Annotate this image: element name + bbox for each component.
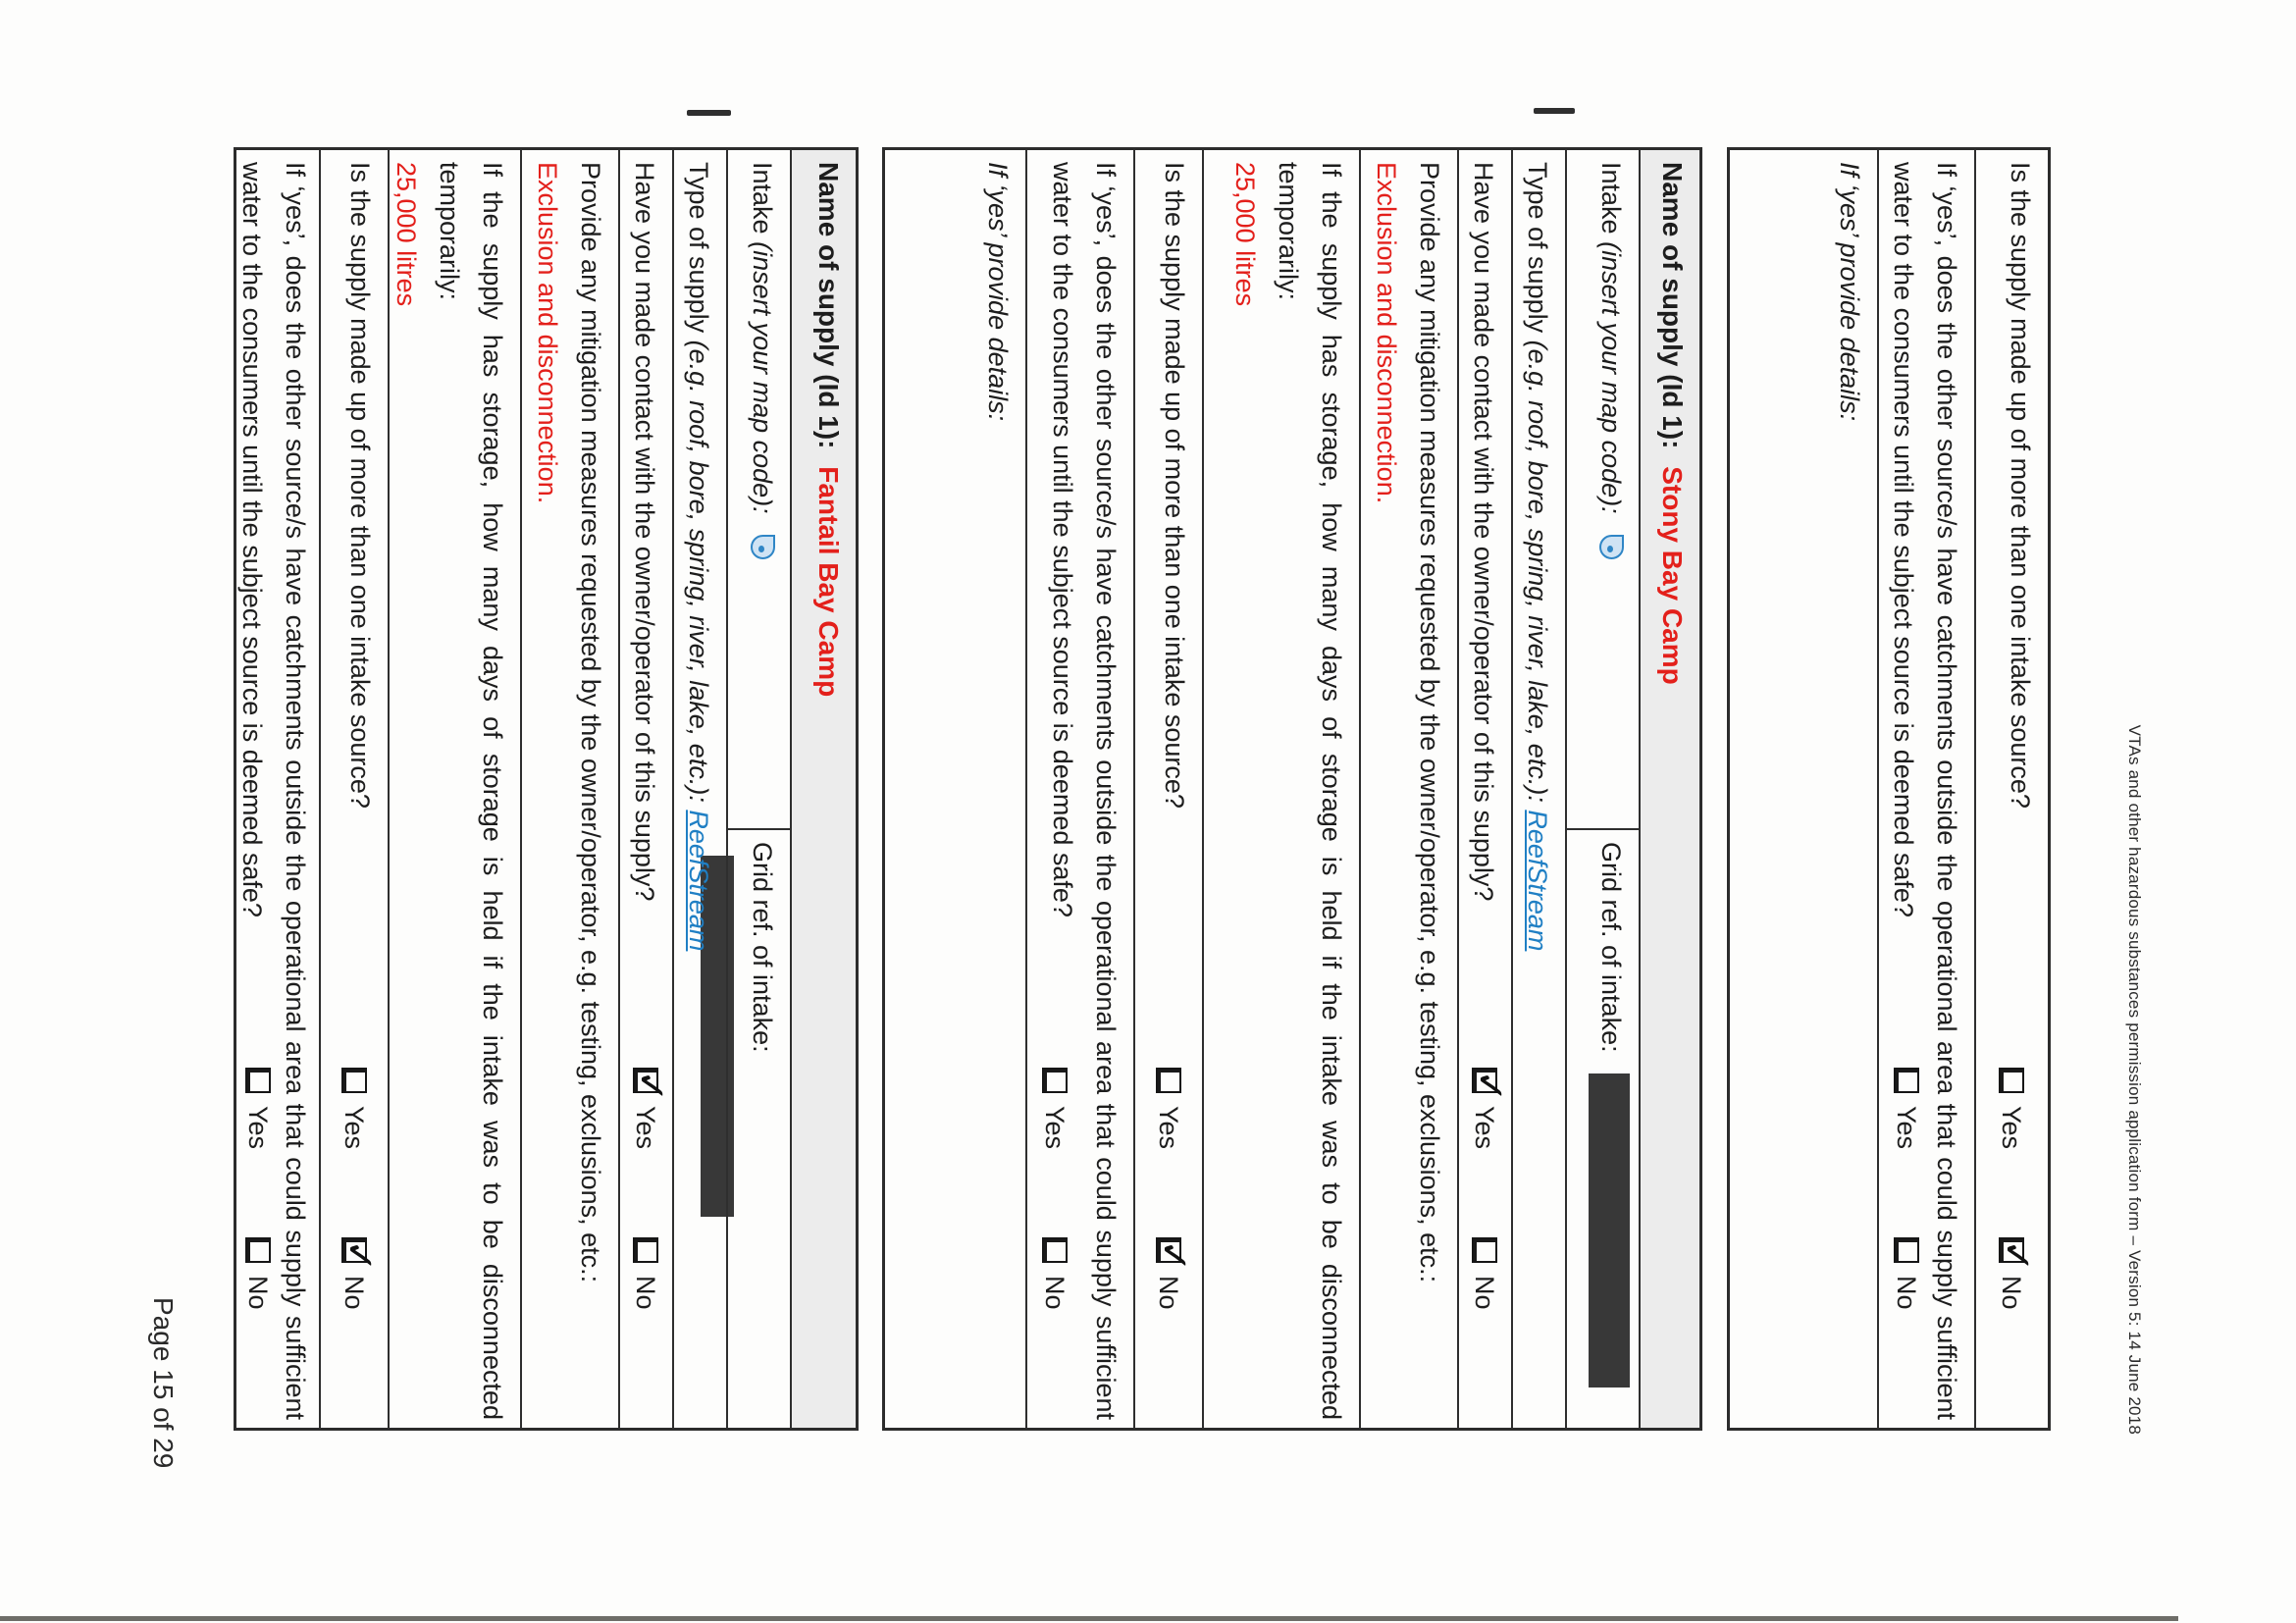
checkbox-no[interactable] <box>1473 1237 1498 1263</box>
checkbox-label: Yes <box>339 1106 369 1150</box>
checkbox-label: Yes <box>631 1106 661 1150</box>
checkbox-no[interactable] <box>1894 1237 1919 1263</box>
margin-tick-mark <box>687 110 731 116</box>
question-text: Provide any mitigation measures requested by the owner/operator, e.g. testing, exclusions, etc.: <box>576 162 605 1283</box>
type-of-supply-link[interactable]: ReefStream <box>1523 810 1552 952</box>
details-row <box>1730 150 1879 1428</box>
no-option <box>1889 1237 1924 1310</box>
checkbox-no[interactable] <box>1156 1237 1181 1263</box>
mitigation-answer: Exclusion and disconnection. <box>1372 162 1401 504</box>
type-of-supply-link[interactable]: ReefStream <box>684 810 713 952</box>
water-drop-dot <box>758 546 764 552</box>
storage-answer: 25,000 litres <box>391 162 421 307</box>
intake-cell <box>728 150 790 830</box>
intake-hint: (insert your map code): <box>748 241 777 514</box>
type-of-supply-row <box>674 150 728 1428</box>
yes-option <box>240 1068 276 1149</box>
yes-option <box>337 1068 372 1149</box>
checkbox-label: No <box>1470 1276 1500 1310</box>
checkbox-label: Yes <box>1040 1106 1070 1150</box>
checkbox-label: Yes <box>1470 1106 1500 1150</box>
no-option <box>1995 1237 2030 1310</box>
checkbox-no[interactable] <box>634 1237 659 1263</box>
storage-row <box>390 150 522 1428</box>
no-option <box>1151 1237 1186 1310</box>
question-text: Have you made contact with the owner/operator of this supply? <box>1469 162 1498 902</box>
grid-ref-label: Grid ref. of intake: <box>1596 842 1626 1053</box>
question-text: If the supply has storage, how many days of storage is held if the intake was to be disconnected temporarily: <box>435 162 507 1420</box>
water-drop-dot <box>1607 546 1613 552</box>
intake-label: Intake <box>1596 162 1626 235</box>
checkbox-label: Yes <box>1997 1106 2027 1150</box>
supply-name-label: Name of supply (Id 1): <box>1657 162 1688 449</box>
details-label: If ‘yes’ provide details: <box>1835 162 1864 422</box>
intake-row <box>728 150 792 1428</box>
yes-option <box>1468 1068 1503 1149</box>
checkbox-label: Yes <box>1154 1106 1183 1150</box>
question-text: Have you made contact with the owner/operator of this supply? <box>630 162 659 902</box>
checkbox-yes[interactable] <box>1156 1068 1181 1093</box>
redacted-grid-ref <box>1589 1073 1630 1387</box>
type-of-supply-row <box>1513 150 1567 1428</box>
checkbox-yes[interactable] <box>1473 1068 1498 1093</box>
contact-row <box>1459 150 1513 1428</box>
question-row-one-source <box>321 150 390 1428</box>
checkbox-label: Yes <box>243 1106 273 1150</box>
no-option <box>1468 1237 1503 1310</box>
type-hint: (e.g. roof, bore, spring, river, lake, etc.): <box>1523 340 1552 803</box>
grid-ref-label: Grid ref. of intake: <box>748 842 777 1053</box>
checkbox-label: No <box>1892 1276 1921 1310</box>
checkbox-yes[interactable] <box>245 1068 271 1093</box>
supply-table-stony-bay-camp <box>882 147 1702 1431</box>
supply-name-value: Fantail Bay Camp <box>813 466 844 698</box>
checkbox-yes[interactable] <box>1042 1068 1068 1093</box>
yes-option <box>629 1068 664 1149</box>
checkbox-label: No <box>339 1276 369 1310</box>
document-header-line: VTAs and other hazardous substances permission application form – Version 5: 14 June 2018 <box>2125 724 2144 1435</box>
page-number: Page 15 of 29 <box>148 1297 179 1469</box>
contact-row <box>620 150 674 1428</box>
no-option <box>240 1237 276 1310</box>
intake-row <box>1567 150 1641 1428</box>
question-text: Is the supply made up of more than one intake source? <box>345 162 375 809</box>
question-text: If ‘yes’, does the other source/s have catchments outside the operational area that could supply sufficient water to the consumers until the subject source is deemed safe? <box>237 162 310 1420</box>
checkbox-label: No <box>1040 1276 1070 1310</box>
question-row-catchments <box>1027 150 1135 1428</box>
question-row-one-source <box>1976 150 2048 1428</box>
question-row-catchments <box>1879 150 1976 1428</box>
question-text: If the supply has storage, how many days of storage is held if the intake was to be disconnected temporarily: <box>1274 162 1346 1420</box>
storage-row <box>1204 150 1361 1428</box>
intake-label: Intake <box>748 162 777 235</box>
checkbox-yes[interactable] <box>1894 1068 1919 1093</box>
question-row-catchments <box>236 150 321 1428</box>
type-label: Type of supply <box>684 162 713 334</box>
margin-tick-mark <box>1534 108 1575 114</box>
yes-option <box>1151 1068 1186 1149</box>
supply-name-value: Stony Bay Camp <box>1657 466 1688 685</box>
question-row-one-source <box>1135 150 1204 1428</box>
intake-cell <box>1567 150 1639 830</box>
checkbox-label: Yes <box>1892 1106 1921 1150</box>
table-header <box>792 150 856 1428</box>
checkbox-no[interactable] <box>2000 1237 2025 1263</box>
question-text: Is the supply made up of more than one intake source? <box>1160 162 1189 809</box>
supply-name-label: Name of supply (Id 1): <box>813 162 844 449</box>
mitigation-row <box>522 150 620 1428</box>
question-text: If ‘yes’, does the other source/s have catchments outside the operational area that could supply sufficient water to the consumers until the subject source is deemed safe? <box>1889 162 1961 1420</box>
grid-ref-cell <box>728 830 790 1428</box>
checkbox-no[interactable] <box>341 1237 367 1263</box>
checkbox-label: No <box>631 1276 661 1310</box>
question-text: Provide any mitigation measures requested by the owner/operator, e.g. testing, exclusions, etc.: <box>1415 162 1444 1283</box>
table-header <box>1641 150 1699 1428</box>
yes-option <box>1889 1068 1924 1149</box>
water-drop-icon <box>751 535 775 559</box>
checkbox-label: No <box>243 1276 273 1310</box>
storage-answer: 25,000 litres <box>1230 162 1260 307</box>
grid-ref-cell <box>1567 830 1639 1428</box>
checkbox-no[interactable] <box>1042 1237 1068 1263</box>
checkbox-label: No <box>1997 1276 2027 1310</box>
water-drop-icon <box>1599 535 1624 559</box>
supply-table-fantail-bay-camp <box>234 147 859 1431</box>
checkbox-yes[interactable] <box>2000 1068 2025 1093</box>
mitigation-answer: Exclusion and disconnection. <box>533 162 562 504</box>
scan-edge-artifact <box>0 1616 2178 1621</box>
no-option <box>629 1237 664 1310</box>
yes-option <box>1037 1068 1072 1149</box>
yes-option <box>1995 1068 2030 1149</box>
no-option <box>337 1237 372 1310</box>
question-text: Is the supply made up of more than one intake source? <box>2006 162 2035 809</box>
checkbox-no[interactable] <box>245 1237 271 1263</box>
type-label: Type of supply <box>1523 162 1552 334</box>
mitigation-row <box>1361 150 1459 1428</box>
details-row <box>885 150 1027 1428</box>
previous-supply-table <box>1727 147 2051 1431</box>
details-label: If ‘yes’ provide details: <box>983 162 1013 422</box>
checkbox-yes[interactable] <box>341 1068 367 1093</box>
checkbox-label: No <box>1154 1276 1183 1310</box>
checkbox-yes[interactable] <box>634 1068 659 1093</box>
type-hint: (e.g. roof, bore, spring, river, lake, etc.): <box>684 340 713 803</box>
question-text: If ‘yes’, does the other source/s have catchments outside the operational area that could supply sufficient water to the consumers until the subject source is deemed safe? <box>1048 162 1121 1420</box>
no-option <box>1037 1237 1072 1310</box>
intake-hint: (insert your map code): <box>1596 241 1626 514</box>
